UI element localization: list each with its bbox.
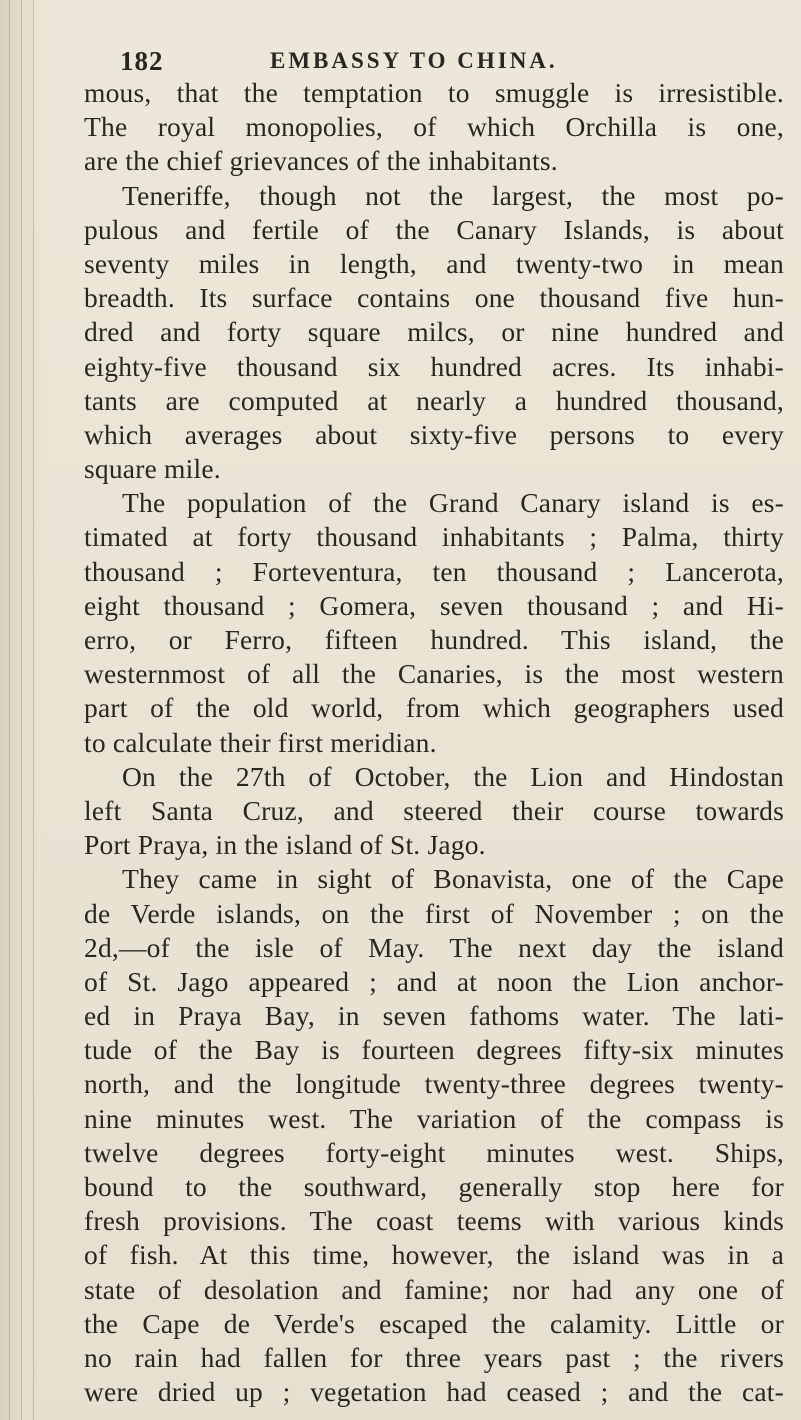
text-line: timated at forty thousand inhabitants ; Palma, thirty: [84, 521, 784, 553]
text-line: twelve degrees forty-eight minutes west. Ships,: [84, 1136, 784, 1168]
text-line: bound to the southward, generally stop here for: [84, 1171, 784, 1202]
text-line: of fish. At this time, however, the island was in a: [84, 1239, 784, 1271]
text-line: were dried up ; vegetation had ceased ; and the cat-: [84, 1376, 784, 1408]
text-line: dred and forty square milcs, or nine hundred and: [84, 316, 784, 348]
page-number: 182: [120, 46, 164, 76]
gutter-edge-line: [21, 0, 22, 1420]
text-line: eight thousand ; Gomera, seven thousand ; and Hi-: [84, 589, 784, 621]
text-line: The royal monopolies, of which Orchilla is one,: [84, 111, 784, 143]
text-line: nine minutes west. The variation of the compass is: [84, 1102, 784, 1134]
text-line: to calculate their first meridian.: [84, 726, 437, 758]
page-gutter: [0, 0, 44, 1420]
text-line: ed in Praya Bay, in seven fathoms water. The lati-: [84, 1000, 784, 1032]
text-line: square mile.: [84, 453, 221, 485]
paragraph-first-line: The population of the Grand Canary island is es-: [122, 487, 784, 519]
running-head: EMBASSY TO CHINA.: [270, 48, 558, 73]
text-line: westernmost of all the Canaries, is the most western: [84, 658, 784, 690]
text-line: of St. Jago appeared ; and at noon the Lion anchor-: [84, 965, 784, 997]
text-line: erro, or Ferro, fifteen hundred. This island, the: [84, 624, 784, 655]
text-line: mous, that the temptation to smuggle is irresistible.: [84, 77, 784, 108]
gutter-edge-line: [9, 0, 10, 1420]
body-text: [84, 76, 784, 1409]
text-line: north, and the longitude twenty-three degrees twenty-: [84, 1068, 784, 1100]
text-line: pulous and fertile of the Canary Islands, is about: [84, 213, 784, 245]
text-line: Port Praya, in the island of St. Jago.: [84, 829, 486, 861]
text-line: no rain had fallen for three years past ; the rivers: [84, 1341, 784, 1373]
text-line: left Santa Cruz, and steered their course towards: [84, 794, 784, 826]
text-line: breadth. Its surface contains one thousand five hun-: [84, 282, 784, 314]
paragraph-first-line: Teneriffe, though not the largest, the most po-: [122, 179, 784, 211]
paragraph-first-line: They came in sight of Bonavista, one of the Cape: [122, 863, 784, 895]
text-line: de Verde islands, on the first of November ; on the: [84, 897, 784, 929]
text-line: thousand ; Forteventura, ten thousand ; Lancerota,: [84, 555, 784, 587]
text-line: the Cape de Verde's escaped the calamity. Little or: [84, 1307, 784, 1339]
text-line: state of desolation and famine; nor had any one of: [84, 1273, 784, 1305]
paragraph-first-line: On the 27th of October, the Lion and Hindostan: [122, 760, 784, 792]
text-line: are the chief grievances of the inhabitants.: [84, 145, 558, 177]
gutter-edge-line: [33, 0, 34, 1420]
text-line: tude of the Bay is fourteen degrees fifty-six minutes: [84, 1034, 784, 1066]
text-line: fresh provisions. The coast teems with various kinds: [84, 1205, 784, 1237]
text-line: seventy miles in length, and twenty-two in mean: [84, 247, 784, 279]
text-line: eighty-five thousand six hundred acres. Its inhabi-: [84, 350, 784, 382]
text-line: part of the old world, from which geographers used: [84, 692, 784, 724]
text-line: tants are computed at nearly a hundred thousand,: [84, 384, 784, 416]
text-line: which averages about sixty-five persons to every: [84, 418, 784, 450]
text-line: 2d,—of the isle of May. The next day the island: [84, 931, 784, 963]
